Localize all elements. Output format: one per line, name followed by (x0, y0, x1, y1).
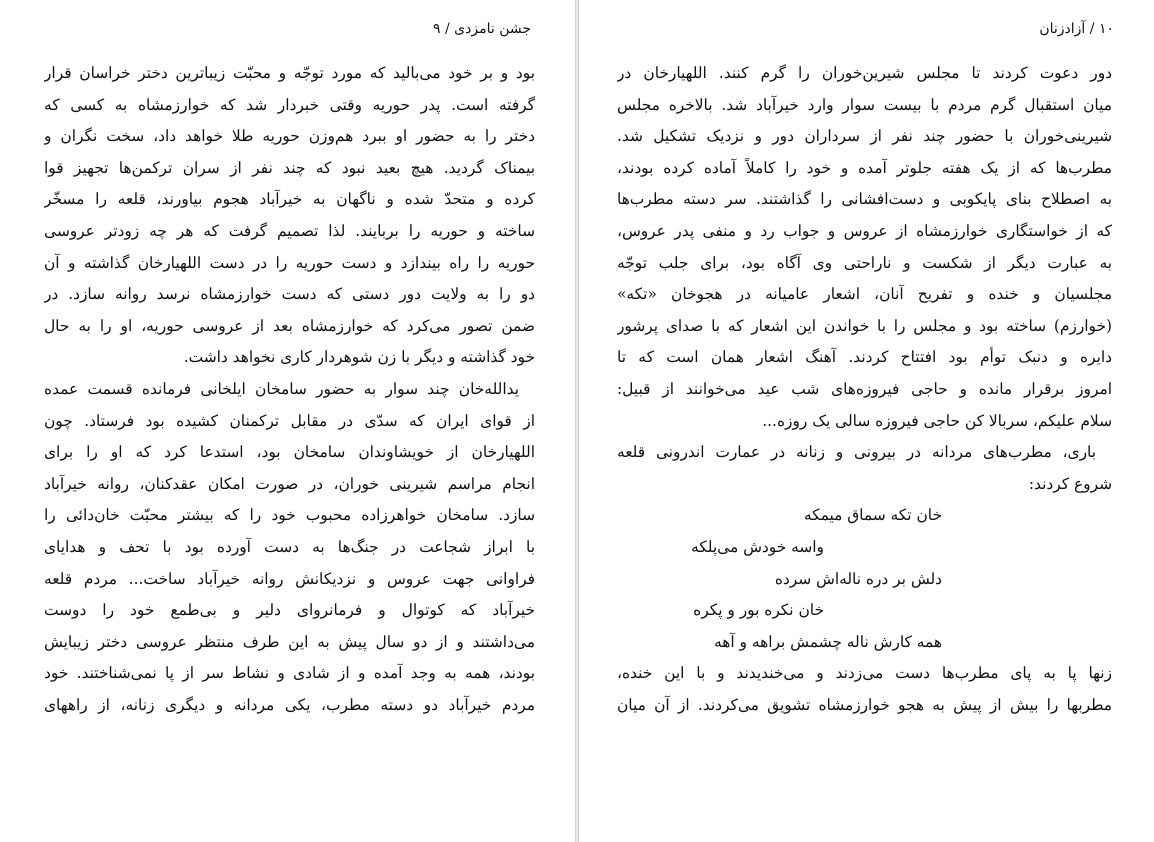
poem-verse: دلش بر دره ناله‌اش سرده (774, 569, 942, 588)
text-line: شیرینی‌خوران با حضور چند نفر از سرداران دور و نزدیک تشکیل شد. (617, 127, 1112, 146)
text-line: به عبارت دیگر از شکست و ناراحتی وی آگاه بود، برای جلب توجّه (617, 253, 1112, 272)
poem-verse: همه کارش ناله چشمش براهه و آهه (713, 632, 942, 651)
text-line: به اصطلاح بنای پایکوبی و دست‌افشانی را گذاشتند. سر دسته مطرب‌ها (617, 190, 1112, 209)
text-line: سازد. سامخان خواهرزاده محبوب خود را که بیشتر محبّت خان‌دائی را (44, 506, 535, 525)
text-line: میان استقبال گرم مردم با بیست سوار وارد خیرآباد شد. بالاخره مجلس (617, 95, 1112, 114)
text-line: دو را به ولایت دور دستی که دست خوارزمشاه نرسد روانه سازد. در (44, 285, 535, 304)
text-line: با ابراز شجاعت در جنگ‌ها به دست آورده بود با تحف و هدایای (44, 537, 535, 556)
text-line: زنها پا به پای مطرب‌ها دست می‌زدند و می‌خندیدند و با این خنده، (617, 664, 1112, 683)
text-line: امروز برقرار مانده و حاجی فیروزه‌های شب عید می‌خوانند از قبیل: (617, 379, 1112, 398)
text-line: خیرآباد که کوتوال و فرمانروای دلیر و بی‌طمع خود را دوست (44, 601, 535, 620)
text-line: بود و بر خود می‌بالید که مورد توجّه و محبّت زیباترین دختر خراسان قرار (44, 64, 535, 82)
text-line: حوریه را راه بیندازد و دست حوریه را در دست اللهیارخان گذاشته و آن (44, 253, 535, 272)
text-line: یدالله‌خان چند سوار به حضور سامخان ایلخانی فرمانده قسمت عمده (44, 379, 519, 398)
text-line: ساخته و حوریه را بربایند. لذا تصمیم گرفت که هر چه زودتر عروسی (44, 221, 535, 240)
poem-verse: خان نکره بور و پکره (693, 601, 824, 620)
text-line: که از خواستگاری خوارزمشاه از عروس و جواب رد و منفی پدر عروس، (617, 221, 1112, 240)
right-page-body (617, 58, 1112, 721)
text-line: فراوانی جهت عروس و نزدیکانش روانه خیرآباد ساخت... مردم قلعه (44, 569, 535, 588)
text-line: باری، مطرب‌های مردانه در بیرونی و زنانه در عمارت اندرونی قلعه (617, 443, 1096, 462)
left-page (0, 0, 576, 842)
text-line: بودند، همه به وجد آمده و از شادی و نشاط سر از پا نمی‌شناختند. خود (44, 664, 535, 683)
text-line: از قوای ایران که سدّی در مقابل ترکمنان کشیده بود فرستاد. چون (44, 411, 535, 430)
right-page (578, 0, 1154, 842)
right-page-header: ۱۰ / آزادزنان (1039, 21, 1114, 37)
text-line: اللهیارخان از خویشاوندان سامخان بود، استدعا کرد که او را برای (44, 443, 535, 462)
text-line: شروع کردند: (1028, 474, 1112, 493)
text-line: ضمن تصور می‌کرد که خوارزمشاه بعد از عروسی حوریه، او را به حال (44, 316, 535, 335)
text-line: گرفته است. پدر حوریه وقتی خبردار شد که خوارزمشاه به کسی که (44, 95, 535, 114)
text-line: مطربها را بیش از پیش به هجو خوارزمشاه تشویق می‌کردند. از آن میان (617, 695, 1112, 714)
text-line: دایره و دنبک توأم بود افتتاح کردند. آهنگ اشعار همان است که تا (617, 348, 1112, 367)
text-line: خود گذاشته و دیگر با زن شوهردار کاری نخواهد داشت. (183, 348, 535, 367)
text-line: مجلسیان و خنده و تفریح آنان، اشعار عامیانه در هجوخان «تکه» (617, 285, 1112, 304)
text-line: کرده و متحدّ شده و ناگهان به خیرآباد هجوم بیاورند، قلعه را مسخّر (44, 190, 535, 209)
left-page-header: جشن نامزدی / ۹ (433, 21, 531, 37)
poem-verse: واسه خودش می‌پلکه (691, 537, 824, 556)
left-page-body (44, 58, 535, 721)
text-line: (خوارزم) ساخته بود و مجلس را با خواندن این اشعار که با صدای پرشور (617, 316, 1112, 335)
text-line: مردم خیرآباد دو دسته مطرب، یکی مردانه و دیگری زنانه، از راههای (44, 695, 535, 714)
text-line: مطرب‌ها که از یک هفته جلوتر آمده و خود را کاملاً آماده کرده بودند، (617, 158, 1112, 177)
text-line: انجام مراسم شیرینی خوران، در صورت امکان عقدکنان، روانه خیرآباد (44, 474, 535, 493)
text-line: سلام علیکم، سربالا کن حاجی فیروزه سالی یک روزه... (762, 411, 1112, 430)
poem-verse: خان تکه سماق میمکه (803, 506, 942, 525)
text-line: دختر را به حضور او ببرد هم‌وزن حوریه طلا خواهد داد، سخت نگران و (44, 127, 535, 146)
text-line: می‌داشتند و از دو سال پیش به این طرف منتظر عروسی دختر زیبایش (44, 632, 535, 651)
text-line: دور دعوت کردند تا مجلس شیرین‌خوران را گرم کنند. اللهیارخان در (617, 64, 1112, 82)
text-line: بیمناک گردید. هیچ بعید نبود که چند نفر از سران ترکمن‌ها تجهیز قوا (44, 158, 535, 177)
